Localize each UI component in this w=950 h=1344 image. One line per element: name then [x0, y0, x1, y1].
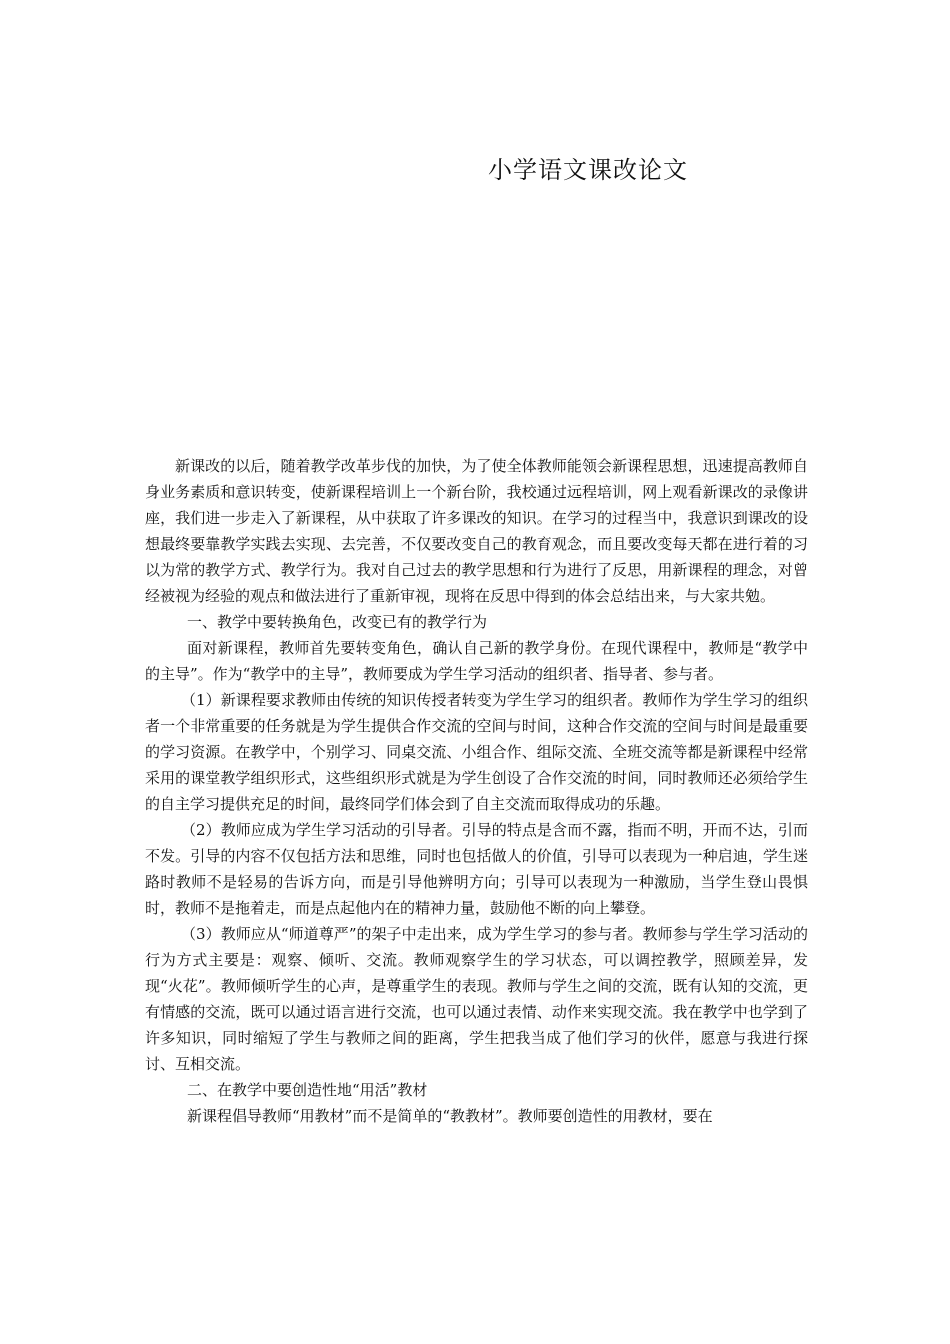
- section-heading-1: 一、教学中要转换角色，改变已有的教学行为: [187, 613, 488, 631]
- section-2-paragraph: 新课程倡导教师“用教材”而不是简单的“教教材”。教师要创造性的用教材，要在: [187, 1107, 713, 1125]
- section-heading-2: 二、在教学中要创造性地“用活”教材: [187, 1081, 428, 1099]
- document-title: 小学语文课改论文: [488, 156, 688, 184]
- point-2-paragraph: （2）教师应成为学生学习活动的引导者。引导的特点是含而不露，指而不明，开而不达，引而不发。引导的内容不仅包括方法和思维，同时也包括做人的价值，引导可以表现为一种启迪，学生迷路时教师不是轻易的告诉方向，而是引导他辨明方向；引导可以表现为一种激励，当学生登山畏惧时，教师不是拖着走，而是点起他内在的精神力量，鼓励他不断的向上攀登。: [145, 821, 808, 917]
- section-1-paragraph: 面对新课程，教师首先要转变角色，确认自己新的教学身份。在现代课程中，教师是“教学中的主导”。作为“教学中的主导”，教师要成为学生学习活动的组织者、指导者、参与者。: [145, 639, 808, 683]
- document-body: [145, 453, 808, 1129]
- point-1-paragraph: （1）新课程要求教师由传统的知识传授者转变为学生学习的组织者。教师作为学生学习的组织者一个非常重要的任务就是为学生提供合作交流的空间与时间，这种合作交流的空间与时间是最重要的学习资源。在教学中，个别学习、同桌交流、小组合作、组际交流、全班交流等都是新课程中经常采用的课堂教学组织形式，这些组织形式就是为学生创设了合作交流的时间，同时教师还必须给学生的自主学习提供充足的时间，最终同学们体会到了自主交流而取得成功的乐趣。: [145, 691, 808, 813]
- intro-paragraph: 新课改的以后，随着教学改革步伐的加快，为了使全体教师能领会新课程思想，迅速提高教师自身业务素质和意识转变，使新课程培训上一个新台阶，我校通过远程培训，网上观看新课改的录像讲座，我们进一步走入了新课程，从中获取了许多课改的知识。在学习的过程当中，我意识到课改的设想最终要靠教学实践去实现、去完善，不仅要改变自己的教育观念，而且要改变每天都在进行着的习以为常的教学方式、教学行为。我对自己过去的教学思想和行为进行了反思，用新课程的理念，对曾经被视为经验的观点和做法进行了重新审视，现将在反思中得到的体会总结出来，与大家共勉。: [145, 457, 808, 605]
- point-3-paragraph: （3）教师应从“师道尊严”的架子中走出来，成为学生学习的参与者。教师参与学生学习活动的行为方式主要是：观察、倾听、交流。教师观察学生的学习状态，可以调控教学，照顾差异，发现“火花”。教师倾听学生的心声，是尊重学生的表现。教师与学生之间的交流，既有认知的交流，更有情感的交流，既可以通过语言进行交流，也可以通过表情、动作来实现交流。我在教学中也学到了许多知识，同时缩短了学生与教师之间的距离，学生把我当成了他们学习的伙伴，愿意与我进行探讨、互相交流。: [145, 925, 808, 1073]
